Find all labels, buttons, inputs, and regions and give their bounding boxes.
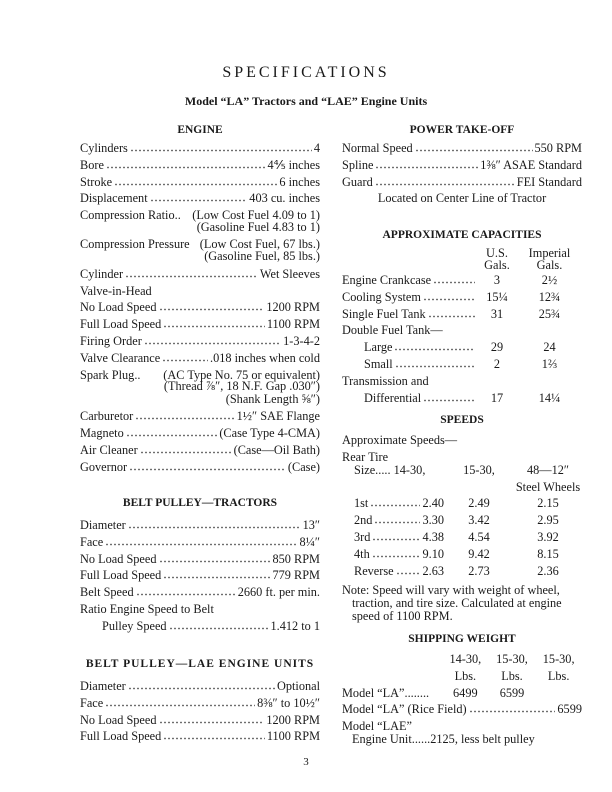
spec-label: Full Load Speed [80,568,162,583]
spec-value: 4 [313,141,320,155]
page-number: 3 [303,756,309,768]
spec-row [80,141,320,158]
capacity-row [342,391,582,408]
pto-heading: POWER TAKE-OFF [409,124,515,136]
spec-row [342,158,582,175]
dot-leader [130,149,312,152]
spec-value: FEI Standard [516,174,582,189]
capacity-label-cell [342,374,477,391]
speed-gear-cell [342,496,444,513]
spec-row [80,409,320,426]
dot-leader [159,560,271,563]
dot-leader [105,704,255,707]
spec-label: Magneto [80,426,124,441]
speed-value-14-30: 4.38 [422,529,444,544]
spec-row [80,300,320,317]
size-15-30: 15-30, [463,462,495,477]
speed-row [342,547,582,564]
capacity-label-cell [342,357,477,374]
spec-row [80,696,320,713]
ship-unit-1: Lbs. [454,668,477,683]
dot-leader [106,166,266,169]
dot-leader [428,315,475,318]
speed-gear-row [342,530,444,545]
spec-label: Diameter [80,518,126,532]
spec-value-continued: (Gasoline Fuel 4.83 to 1) [196,219,320,234]
spec-label: Cylinders [80,141,128,155]
ship-la-label: Model “LA”........ [342,685,430,700]
spec-value: 850 RPM [272,551,320,566]
dot-leader [375,183,515,186]
spec-label: Compression Pressure [80,237,190,252]
spec-row [80,317,320,334]
dot-leader [140,451,232,454]
spec-label: Face [80,534,104,549]
capacity-us [477,374,517,391]
dot-leader [370,504,420,507]
spec-value: (Case Type 4-CMA) [219,426,320,441]
speed-gear-row [342,564,444,579]
capacities-table [342,248,582,407]
dot-leader [415,149,533,152]
spec-label: Spline [342,157,374,172]
belt-tractors-rows [80,518,320,636]
spec-label: Governor [80,459,128,474]
dot-leader [163,325,265,328]
col-imp-2: Gals. [536,258,563,272]
capacity-imperial [517,323,582,340]
capacity-imperial: 12¾ [538,289,561,304]
capacity-row [342,323,582,340]
pto-rows [342,141,582,191]
steel-wheels-label: Steel Wheels [515,479,581,494]
col-us-2: Gals. [484,258,510,272]
spec-row [80,351,320,368]
ship-la-value-2: 6599 [499,685,525,700]
shipping-section: SHIPPING WEIGHT 14-30, 15-30, 15-30, Lbs. Lbs. Lbs. Model “LA”........ 6499 6599 Model “LA” (Rice Field) 6599 Model “LAE” Engine Unit......2125, less belt pulley [342,633,582,747]
ship-unit-3: Lbs. [547,668,570,683]
capacity-label-row [342,357,477,372]
speed-value-14-30: 2.63 [422,563,444,578]
spec-row [80,568,320,585]
dot-leader [135,417,234,420]
belt-lae-rows [80,679,320,746]
spec-value: 1½″ SAE Flange [236,409,320,424]
spec-label: Valve-in-Head [80,283,152,298]
spec-value: (Low Cost Fuel, 67 lbs.) [199,237,320,252]
belt-lae-section [80,658,320,746]
spec-row [80,175,320,192]
capacity-label-cell [342,340,477,357]
belt-lae-heading: BELT PULLEY—LAE ENGINE UNITS [85,658,315,670]
dot-leader [144,342,281,345]
spec-row [80,552,320,569]
dot-leader [163,737,265,740]
capacity-label-row [342,340,477,355]
col-imp-1: Imperial [528,246,571,260]
spec-value-continued: (Shank Length ⅝″) [225,391,320,406]
spec-label: Displacement [80,191,148,206]
size-14-30: 14-30, [393,462,426,477]
speed-value-steel: 8.15 [537,546,559,561]
spec-row [80,729,320,746]
dot-leader [126,434,218,437]
spec-row [80,334,320,351]
dot-leader [394,348,475,351]
capacity-label-row [342,323,477,338]
dot-leader [423,399,475,402]
capacity-label: Engine Crankcase [342,273,432,287]
capacity-row [342,340,582,357]
spec-row [80,426,320,443]
spec-label: Ratio Engine Speed to Belt [80,601,214,616]
speed-value-steel: 2.15 [537,496,559,511]
speeds-table: Size..... 14-30, 15-30, 48—12″ Steel Wheels 1st 2.40 2.49 2.15 2nd 3.30 3.42 2.95 3rd 4.38 4.54 3.92 4th 9.10 9.42 8.15 Reverse 2.63 2.73 2.36 [342,463,582,581]
capacity-label: Differential [364,390,422,405]
capacity-row [342,290,582,307]
ship-lae-sub: Engine Unit [352,732,412,747]
dot-leader [128,687,275,690]
speed-gear: Reverse [354,563,394,578]
capacity-us: 3 [493,273,501,287]
capacity-label-cell [342,307,477,324]
spec-row [80,585,320,602]
capacities-heading: APPROXIMATE CAPACITIES [382,229,542,241]
engine-heading: ENGINE [177,124,223,136]
capacity-label-cell [342,290,477,307]
spec-value: 1100 RPM [266,729,320,744]
pto-section [342,124,582,208]
spec-row [80,679,320,696]
ship-la-value-1: 6499 [453,685,478,700]
speed-gear-row [342,513,444,528]
capacity-label: Large [364,340,393,355]
capacity-row [342,357,582,374]
spec-value: (Case—Oil Bath) [233,442,320,457]
spec-label: No Load Speed [80,712,157,727]
spec-value: 1.412 to 1 [270,618,320,633]
spec-value: 8⅜″ to 10½″ [257,695,320,710]
capacity-imperial: 14¼ [538,390,561,405]
spec-label: Diameter [80,679,126,693]
dot-leader [372,555,421,558]
capacity-imperial: 24 [543,340,556,355]
shipping-table [342,652,582,702]
speed-gear: 4th [354,546,370,561]
spec-value: (Case) [287,459,320,474]
spec-label: Pulley Speed [102,618,167,633]
speed-gear-cell [342,530,444,547]
speed-value-15-30: 2.73 [468,563,490,578]
spec-row [80,535,320,552]
spec-label: Carburetor [80,409,134,424]
spec-row [80,460,320,477]
spec-label: Spark Plug.. [80,367,141,382]
spec-label: Valve Clearance [80,350,161,365]
capacity-label: Double Fuel Tank— [342,323,443,338]
dot-leader [159,308,265,311]
spec-label: Full Load Speed [80,729,162,744]
capacity-label: Transmission and [342,373,429,388]
spec-row [342,141,582,158]
spec-value: 13″ [302,518,320,532]
speeds-note: Note: Speed will vary with weight of wheel, traction, and tire size. Calculated at engine speed of 1100 RPM. [342,583,562,624]
dot-leader [396,572,421,575]
speed-value-15-30: 2.49 [468,496,490,511]
dot-leader [162,359,208,362]
speed-gear-cell [342,513,444,530]
speed-value-14-30: 9.10 [422,546,444,561]
speed-gear-cell [342,564,444,581]
capacity-label-cell [342,273,477,290]
speeds-section [342,414,582,623]
belt-tractors-section [80,497,320,636]
spec-label: Air Cleaner [80,442,138,457]
spec-value: 2660 ft. per min. [237,585,320,600]
capacity-label: Small [364,356,393,371]
capacity-label: Cooling System [342,289,421,304]
spec-row [80,267,320,284]
capacity-row [342,273,582,290]
capacity-label-row [342,307,477,322]
spec-row [80,619,320,636]
capacity-us: 17 [490,390,504,405]
speed-value-14-30: 3.30 [422,513,444,528]
spec-value: 1200 RPM [266,300,320,315]
capacities-section [342,229,582,407]
capacity-imperial [517,374,582,391]
capacity-us [477,323,517,340]
ship-col-3: 15-30, [542,652,575,666]
spec-value: 1100 RPM [266,317,320,332]
ship-lae-value: 2125, less belt pulley [430,732,535,747]
ship-la-text: Model “LA” [342,685,405,700]
engine-rows [80,141,320,477]
spec-row [80,443,320,460]
spec-row [80,518,320,535]
speeds-heading: SPEEDS [440,414,484,426]
spec-row [80,713,320,730]
spec-label: No Load Speed [80,300,157,315]
col-us-1: U.S. [486,246,508,260]
capacity-label-cell [342,391,477,408]
dot-leader [128,526,301,529]
spec-row [80,191,320,208]
ship-col-2: 15-30, [496,652,528,666]
dot-leader [169,627,269,630]
capacity-row [342,374,582,391]
speed-gear: 2nd [354,513,373,528]
speed-value-15-30: 9.42 [468,546,490,561]
ship-rice-value: 6599 [557,702,582,717]
speed-value-steel: 2.95 [537,513,559,528]
capacity-label-row [342,273,477,288]
spec-row [80,602,320,619]
ship-rice-row [342,702,582,719]
speed-value-14-30: 2.40 [422,496,444,511]
belt-tractors-heading: BELT PULLEY—TRACTORS [122,497,278,509]
capacity-us: 2 [493,356,501,371]
spec-label: Face [80,695,104,710]
speed-value-steel: 3.92 [537,529,559,544]
speeds-intro: Approximate Speeds— [342,433,458,447]
dot-leader [433,281,475,284]
dot-leader [114,183,277,186]
ship-col-1: 14-30, [449,652,482,666]
page-title: SPECIFICATIONS [222,64,390,81]
speed-value-steel: 2.36 [537,563,559,578]
dot-leader [136,593,236,596]
capacity-imperial: 25¾ [538,306,561,321]
dot-leader [423,298,475,301]
spec-value: 8¼″ [299,534,320,549]
dot-leader [375,166,478,169]
spec-row [342,175,582,192]
size-steel: 48—12″ [526,462,569,477]
capacity-us: 15¼ [486,289,508,304]
dot-leader [125,275,258,278]
speed-value-15-30: 4.54 [468,529,490,544]
spec-label: Stroke [80,174,113,189]
page-subtitle: Model “LA” Tractors and “LAE” Engine Units [184,94,428,108]
shipping-heading: SHIPPING WEIGHT [408,633,516,645]
speed-gear-row [342,547,444,562]
engine-section [80,124,320,477]
capacity-us: 31 [490,306,504,321]
spec-value: 4⅘ inches [267,157,320,172]
spec-value: (Low Cost Fuel 4.09 to 1) [192,208,320,223]
spec-value-continued: (Thread ⅞″, 18 N.F. Gap .030″) [163,379,320,394]
speed-gear: 1st [354,496,369,511]
spec-value: .018 inches when cold [210,350,320,365]
spec-label: No Load Speed [80,551,157,566]
spec-label: Guard [342,174,373,189]
spec-label: Full Load Speed [80,317,162,332]
dot-leader [372,538,420,541]
capacity-label-cell [342,323,477,340]
speed-row [342,513,582,530]
dot-leader [129,468,286,471]
spec-label: Normal Speed [342,141,413,155]
spec-value: Optional [276,679,320,693]
dot-leader [150,199,248,202]
ship-rice-label: Model “LA” (Rice Field) [342,702,467,717]
spec-value: 6 inches [279,174,320,189]
spec-label: Bore [80,157,104,172]
spec-value: 1200 RPM [266,712,320,727]
capacity-imperial: 2½ [541,273,558,287]
ship-lae-label: Model “LAE” [342,719,412,734]
speed-row [342,564,582,581]
spec-value-continued: (Gasoline Fuel, 85 lbs.) [204,249,320,264]
spec-label: Belt Speed [80,585,134,600]
rear-tire-label: Rear Tire [342,449,389,464]
speed-gear-cell [342,547,444,564]
spec-value: 550 RPM [534,141,582,155]
speed-value-15-30: 3.42 [468,513,490,528]
speed-gear-row [342,496,444,511]
spec-value: Wet Sleeves [259,266,320,281]
spec-row [80,158,320,175]
pto-note: Located on Center Line of Tractor [377,191,547,206]
dot-leader [374,521,420,524]
ship-unit-2: Lbs. [501,668,523,683]
spec-value: 779 RPM [272,568,320,583]
capacity-imperial: 1⅔ [541,356,558,371]
size-label: Size [354,462,376,477]
capacity-row [342,307,582,324]
dot-leader [105,543,297,546]
spec-value: (AC Type No. 75 or equivalent) [163,367,320,382]
speed-gear: 3rd [354,529,371,544]
spec-label: Cylinder [80,266,124,281]
dot-leader [163,576,270,579]
dot-leader [159,721,265,724]
spec-value: 1-3-4-2 [283,333,320,348]
spec-label: Compression Ratio.. [80,208,181,223]
speed-row [342,496,582,513]
capacity-label: Single Fuel Tank [342,306,426,321]
spec-label: Firing Order [80,333,142,348]
capacity-label-row [342,290,477,305]
capacity-us: 29 [490,340,504,355]
spec-value: 1⅜″ ASAE Standard [480,157,582,172]
spec-value: 403 cu. inches [249,191,320,206]
capacity-label-row [342,374,477,389]
dot-leader [395,365,475,368]
speed-row [342,530,582,547]
spec-row [80,284,320,301]
capacity-label-row [342,391,477,406]
